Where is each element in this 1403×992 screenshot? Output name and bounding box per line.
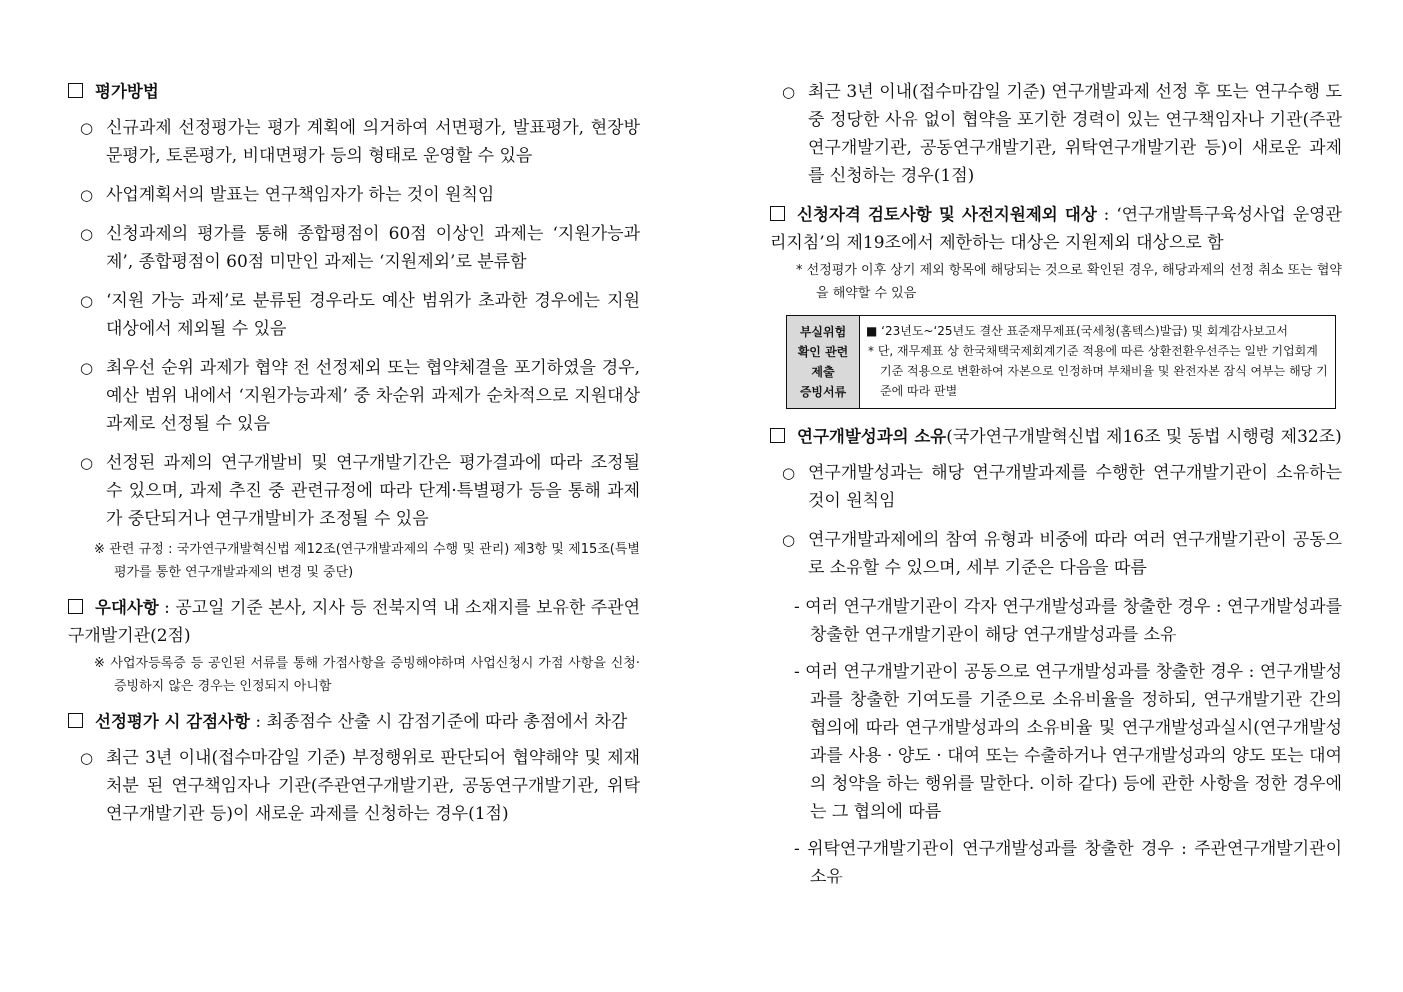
item-text: 선정된 과제의 연구개발비 및 연구개발기간은 평가결과에 따라 조정될 수 있으며, 과제 추진 중 관련규정에 따라 단계·특별평가 등을 통해 과제가 중단되거나 연구개발비가 조정될 수 있음 xyxy=(106,453,640,529)
section-title: 선정평가 시 감점사항 xyxy=(95,712,250,731)
section-text: : ‘연구개발특구육성사업 운영관리지침’의 제19조에서 제한하는 대상은 지원제외 대상으로 함 xyxy=(770,205,1342,253)
sub-item xyxy=(770,658,1342,826)
circle-bullet: ○ xyxy=(80,292,94,310)
sub-item xyxy=(770,593,1342,649)
list-item xyxy=(68,449,640,533)
circle-bullet: ○ xyxy=(80,749,94,767)
section-eligibility xyxy=(770,201,1342,257)
eligibility-note: * 선정평가 이후 상기 제외 항목에 해당되는 것으로 확인된 경우, 해당과제의 선정 취소 또는 협약을 해약할 수 있음 xyxy=(796,263,1342,301)
evidence-label-line: 부실위험 xyxy=(799,325,847,339)
sub-text: 여러 연구개발기관이 각자 연구개발성과를 창출한 경우 : 연구개발성과를 창출한 연구개발기관이 해당 연구개발성과를 소유 xyxy=(805,597,1342,645)
section-ownership xyxy=(770,423,1342,451)
dash-bullet: - xyxy=(794,662,800,682)
list-item xyxy=(770,526,1342,582)
section-title: 연구개발성과의 소유 xyxy=(797,427,947,446)
item-text: 신청과제의 평가를 통해 종합평점이 60점 이상인 과제는 ‘지원가능과제’, 종합평점이 60점 미만인 과제는 ‘지원제외’로 분류함 xyxy=(106,224,640,272)
circle-bullet: ○ xyxy=(782,531,796,549)
dash-bullet: - xyxy=(794,597,800,617)
list-item xyxy=(68,744,640,828)
checkbox-square xyxy=(68,599,83,614)
section-text: (국가연구개발혁신법 제16조 및 동법 시행령 제32조) xyxy=(946,427,1342,447)
section-title: 우대사항 xyxy=(95,598,159,617)
list-item xyxy=(68,220,640,276)
section-title: 평가방법 xyxy=(95,82,159,101)
item-text: 최근 3년 이내(접수마감일 기준) 부정행위로 판단되어 협약해약 및 제재처분 된 연구책임자나 기관(주관연구개발기관, 공동연구개발기관, 위탁연구개발기관 등)이 새로운 과제를 신청하는 경우(1점) xyxy=(106,748,640,824)
evidence-label-line: 증빙서류 xyxy=(799,385,847,399)
preference-note: ※ 사업자등록증 등 공인된 서류를 통해 가점사항을 증빙해야하며 사업신청시 가점 사항을 신청·증빙하지 않은 경우는 인정되지 아니함 xyxy=(94,656,640,694)
list-item xyxy=(68,287,640,343)
list-item xyxy=(68,181,640,209)
checkbox-square xyxy=(68,713,83,728)
regulation-note: ※ 관련 규정 : 국가연구개발혁신법 제12조(연구개발과제의 수행 및 관리) 제3항 및 제15조(특별평가를 통한 연구개발과제의 변경 및 중단) xyxy=(94,542,640,580)
circle-bullet: ○ xyxy=(782,83,796,101)
evidence-label-line: 확인 관련 xyxy=(797,345,849,359)
evidence-label-line: 제출 xyxy=(811,365,835,379)
list-item xyxy=(770,78,1342,190)
item-text: 연구개발과제에의 참여 유형과 비중에 따라 여러 연구개발기관이 공동으로 소유할 수 있으며, 세부 기준은 다음을 따름 xyxy=(808,530,1342,578)
section-text: : 최종점수 산출 시 감점기준에 따라 총점에서 차감 xyxy=(249,712,628,732)
checkbox-square xyxy=(770,206,785,221)
item-text: 사업계획서의 발표는 연구책임자가 하는 것이 원칙임 xyxy=(106,185,495,205)
list-item xyxy=(68,114,640,170)
list-item xyxy=(770,459,1342,515)
right-column xyxy=(770,78,1342,900)
sub-text: 여러 연구개발기관이 공동으로 연구개발성과를 창출한 경우 : 연구개발성과를 창출한 기여도를 기준으로 소유비율을 정하되, 연구개발기관 간의 협의에 따라 연구개발성과의 소유비율 및 연구개발성과실시(연구개발성과를 사용 · 양도 · 대여 또는 수출하거나 연구개발성과의 양도 또는 대여의 청약을 하는 행위를 말한다. 이하 같다) 등에 관한 사항을 정한 경우에는 그 협의에 따름 xyxy=(805,662,1342,822)
checkbox-square xyxy=(68,83,83,98)
evidence-line: ■ ‘23년도~‘25년도 결산 표준재무제표(국세청(홈텍스)발급) 및 회계감사보고서 xyxy=(866,324,1288,338)
sub-text: 위탁연구개발기관이 연구개발성과를 창출한 경우 : 주관연구개발기관이 소유 xyxy=(807,839,1342,887)
evidence-body xyxy=(860,316,1335,408)
sub-item xyxy=(770,835,1342,891)
section-title: 신청자격 검토사항 및 사전지원제외 대상 xyxy=(797,205,1097,224)
circle-bullet: ○ xyxy=(782,464,796,482)
evidence-label xyxy=(787,316,860,408)
item-text: 신규과제 선정평가는 평가 계획에 의거하여 서면평가, 발표평가, 현장방문평가, 토론평가, 비대면평가 등의 형태로 운영할 수 있음 xyxy=(106,118,640,166)
item-text: 최근 3년 이내(접수마감일 기준) 연구개발과제 선정 후 또는 연구수행 도중 정당한 사유 없이 협약을 포기한 경력이 있는 연구책임자나 기관(주관연구개발기관, 공동연구개발기관, 위탁연구개발기관 등)이 새로운 과제를 신청하는 경우(1점) xyxy=(808,82,1342,186)
evidence-subline: * 단, 재무제표 상 한국채택국제회계기준 적용에 따른 상환전환우선주는 일반 기업회계기준 적용으로 변환하여 자본으로 인정하며 부채비율 및 완전자본 잠식 여부는 해당 기준에 따라 판별 xyxy=(868,344,1328,398)
list-item xyxy=(68,354,640,438)
section-deduction xyxy=(68,708,640,736)
circle-bullet: ○ xyxy=(80,119,94,137)
circle-bullet: ○ xyxy=(80,454,94,472)
item-text: 최우선 순위 과제가 협약 전 선정제외 또는 협약체결을 포기하였을 경우, 예산 범위 내에서 ‘지원가능과제’ 중 차순위 과제가 순차적으로 지원대상과제로 선정될 수 있음 xyxy=(106,358,640,434)
section-preference xyxy=(68,594,640,650)
section-text: : 공고일 기준 본사, 지사 등 전북지역 내 소재지를 보유한 주관연구개발기관(2점) xyxy=(68,598,640,646)
section-eval-method xyxy=(68,78,640,106)
circle-bullet: ○ xyxy=(80,186,94,204)
circle-bullet: ○ xyxy=(80,359,94,377)
checkbox-square xyxy=(770,428,785,443)
dash-bullet: - xyxy=(794,839,800,859)
item-text: ‘지원 가능 과제’로 분류된 경우라도 예산 범위가 초과한 경우에는 지원 대상에서 제외될 수 있음 xyxy=(106,291,640,339)
circle-bullet: ○ xyxy=(80,225,94,243)
left-column xyxy=(68,78,640,839)
item-text: 연구개발성과는 해당 연구개발과제를 수행한 연구개발기관이 소유하는 것이 원칙임 xyxy=(808,463,1342,511)
evidence-box xyxy=(786,315,1336,409)
